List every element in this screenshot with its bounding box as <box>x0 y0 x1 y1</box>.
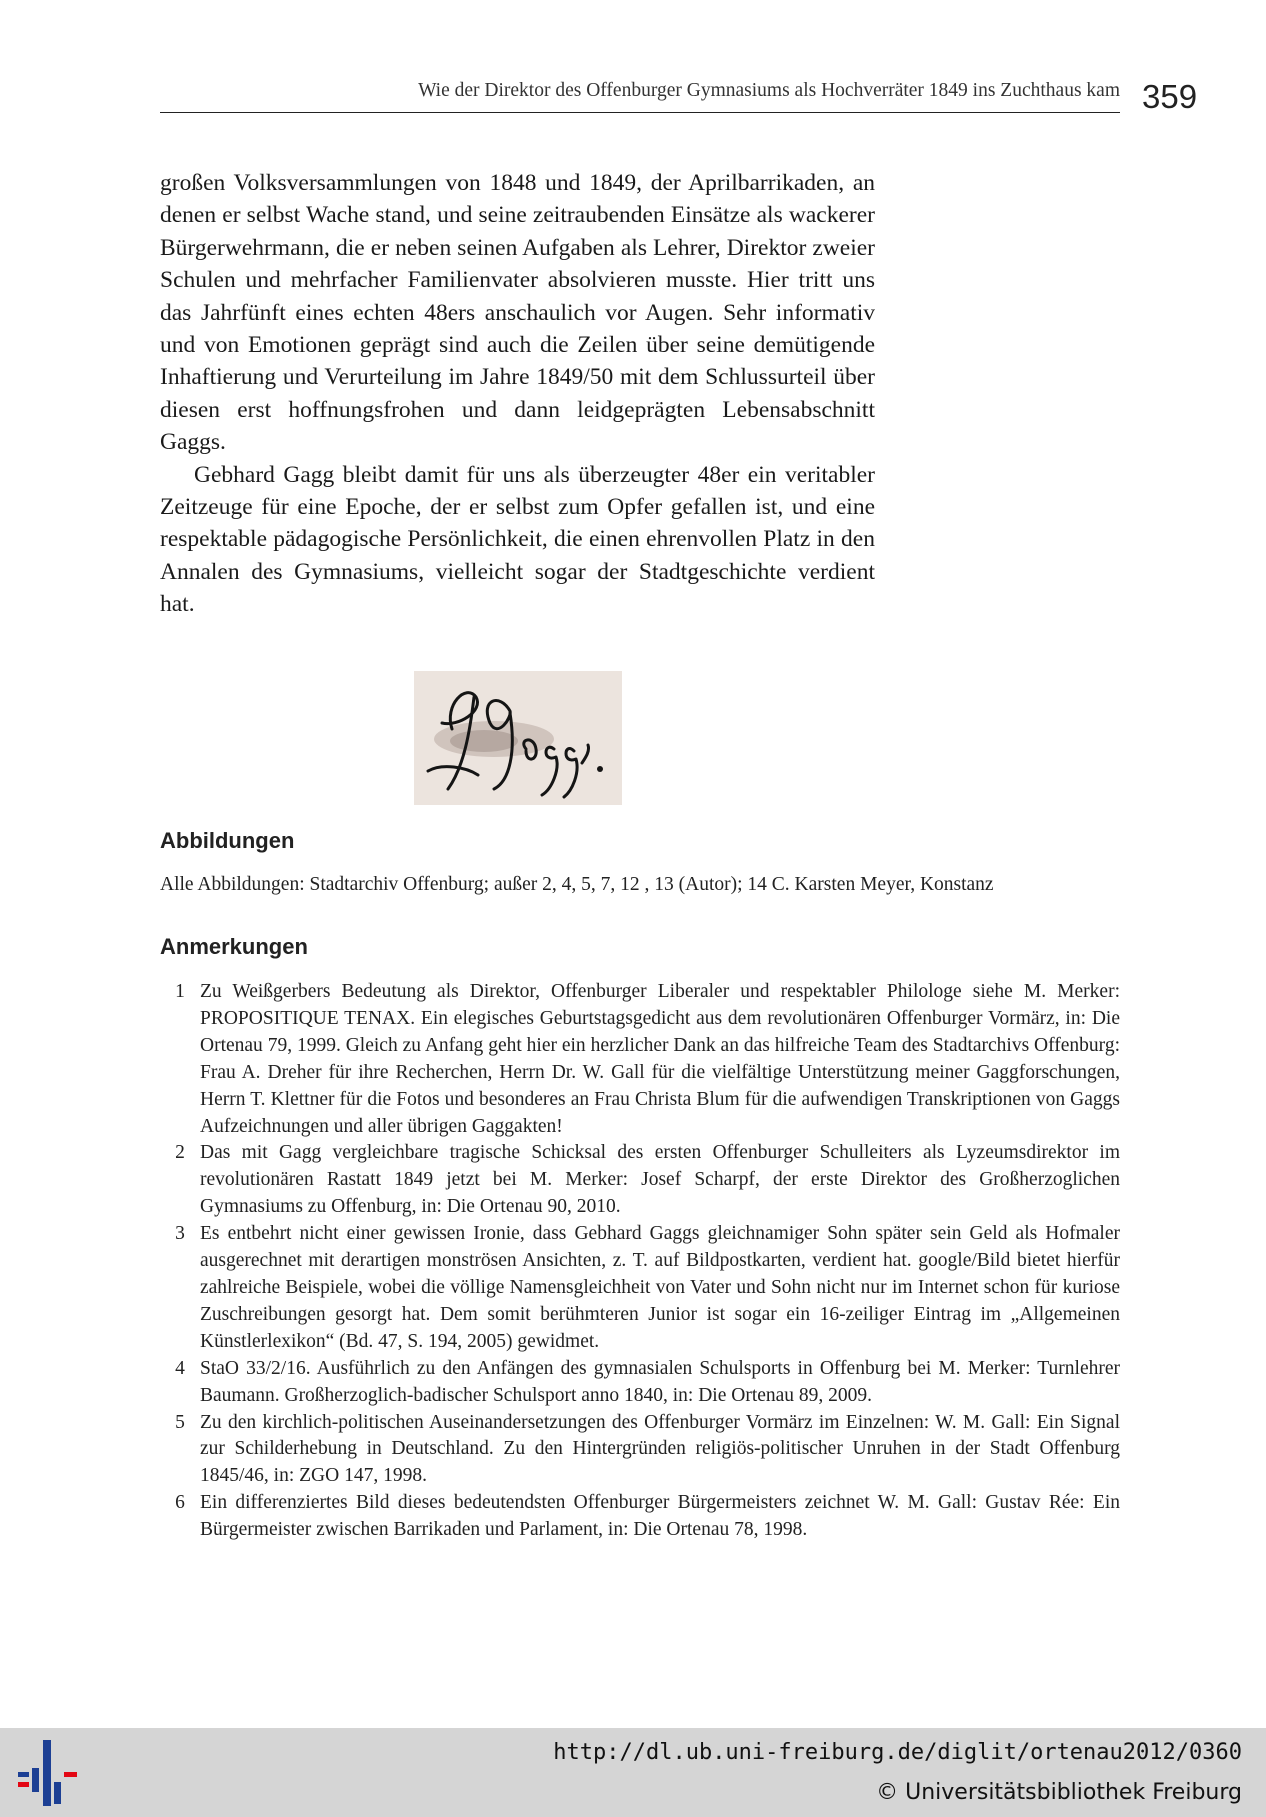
running-head <box>160 74 1120 113</box>
note-number: 5 <box>175 1411 185 1433</box>
note-text: StaO 33/2/16. Ausführlich zu den Anfängen des gymnasialen Schulsports in Offenburg bei M. Merker: Turnlehrer Baumann. Großherzoglich-badischer Schulsport anno 1840, in: Die Ortenau 89, 2009. <box>200 1357 1120 1406</box>
body-paragraph: großen Volksversammlungen von 1848 und 1849, der Aprilbarrikaden, an denen er selbst Wache stand, und seine zeitraubenden Einsätze als wackerer Bürgerwehrmann, die er neben seinen Aufgaben als Lehrer, Direktor zweier Schulen und mehrfacher Familienvater absolvieren musste. Hier tritt uns das Jahrfünft eines echten 48ers anschaulich vor Augen. Sehr informativ und von Emotionen geprägt sind auch die Zeilen über seine demütigende Inhaftierung und Verurteilung im Jahre 1849/50 mit dem Schlussurteil über diesen erst hoffnungsfrohen und dann leidgeprägten Lebensabschnitt Gaggs. <box>160 170 875 456</box>
note-text: Ein differenziertes Bild dieses bedeutendsten Offenburger Bürgermeisters zeichnet W. M. Gall: Gustav Rée: Ein Bürgermeister zwischen Barrikaden und Parlament, in: Die Ortenau 78, 1998. <box>200 1492 1120 1541</box>
note-item <box>160 1356 1120 1410</box>
figures-heading: Abbildungen <box>160 828 295 853</box>
note-number: 4 <box>175 1357 185 1379</box>
note-item <box>160 1410 1120 1491</box>
running-title: Wie der Direktor des Offenburger Gymnasiums als Hochverräter 1849 ins Zuchthaus kam <box>418 80 1120 101</box>
notes-list <box>160 979 1120 1544</box>
note-text: Zu Weißgerbers Bedeutung als Direktor, Offenburger Liberaler und respektabler Philologe siehe M. Merker: PROPOSITIQUE TENAX. Ein elegisches Geburtstagsgedicht aus dem revolutionären Offenburger Vormärz, in: Die Ortenau 79, 1999. Gleich zu Anfang geht hier ein herzlicher Dank an das hilfreiche Team des Stadtarchivs Offenburg: Frau A. Dreher für ihre Recherchen, Herrn Dr. W. Gall für die vielfältige Unterstützung meiner Gaggforschungen, Herrn T. Klettner für die Fotos und besonderes an Frau Christa Blum für die aufwendigen Transkriptionen von Gaggs Aufzeichnungen und aller übrigen Gaggakten! <box>200 981 1120 1137</box>
body-paragraph: Gebhard Gagg bleibt damit für uns als überzeugter 48er ein veritabler Zeitzeuge für eine Epoche, der er selbst zum Opfer gefallen ist, und eine respektable pädagogische Persönlichkeit, die einen ehrenvollen Platz in den Annalen des Gymnasiums, vielleicht sogar der Stadtgeschichte verdient hat. <box>160 461 875 618</box>
note-item <box>160 1490 1120 1544</box>
note-item <box>160 1140 1120 1221</box>
signature-image <box>414 671 622 805</box>
note-text: Es entbehrt nicht einer gewissen Ironie, dass Gebhard Gaggs gleichnamiger Sohn später sein Geld als Hofmaler ausgerechnet mit derartigen monströsen Ansichten, z. T. auf Bildpostkarten, verdient hat. google/Bild bietet hierfür zahlreiche Beispiele, wobei die völlige Namensgleichheit von Vater und Sohn nicht nur im Internet schon für kuriose Zuschreibungen gesorgt hat. Dem somit berühmteren Junior ist sogar ein 16-zeiliger Eintrag im „Allgemeinen Künstlerlexikon“ (Bd. 47, S. 194, 2005) gewidmet. <box>200 1223 1120 1352</box>
body-text <box>160 167 875 621</box>
handwritten-signature <box>414 671 622 805</box>
note-text: Zu den kirchlich-politischen Auseinandersetzungen des Offenburger Vormärz im Einzelnen: W. M. Gall: Ein Signal zur Schilderhebung in Deutschland. Zu den Hintergründen religiös-politischer Unruhen in der Stadt Offenburg 1845/46, in: ZGO 147, 1998. <box>200 1411 1120 1487</box>
note-number: 2 <box>175 1142 185 1164</box>
note-item <box>160 1221 1120 1356</box>
footer-band <box>0 1728 1266 1817</box>
note-item <box>160 979 1120 1140</box>
footer-copyright: © Universitätsbibliothek Freiburg <box>876 1780 1242 1805</box>
figure-credits: Alle Abbildungen: Stadtarchiv Offenburg; außer 2, 4, 5, 7, 12 , 13 (Autor); 14 C. Karsten Meyer, Konstanz <box>160 874 994 895</box>
note-number: 1 <box>175 981 185 1002</box>
notes-heading: Anmerkungen <box>160 934 308 959</box>
footer-url-link[interactable]: http://dl.ub.uni-freiburg.de/diglit/ortenau2012/0360 <box>553 1740 1242 1765</box>
library-logo-icon <box>16 1738 80 1808</box>
page-number: 359 <box>1142 78 1198 115</box>
note-number: 3 <box>175 1223 185 1245</box>
note-number: 6 <box>175 1492 185 1514</box>
note-text: Das mit Gagg vergleichbare tragische Schicksal des ersten Offenburger Schulleiters als Lyzeumsdirektor im revolutionären Rastatt 1849 jetzt bei M. Merker: Josef Scharpf, der erste Direktor des Großherzoglichen Gymnasiums zu Offenburg, in: Die Ortenau 90, 2010. <box>200 1142 1120 1218</box>
